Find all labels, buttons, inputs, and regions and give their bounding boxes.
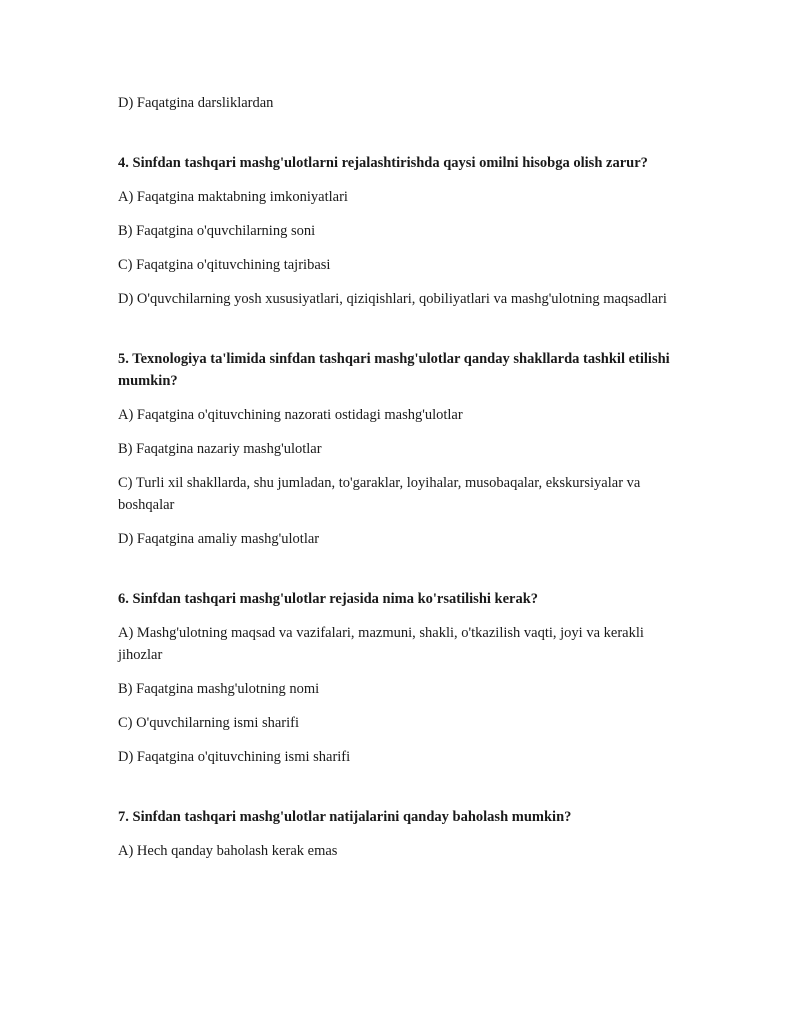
question-title: 4. Sinfdan tashqari mashg'ulotlarni rejalashtirishda qaysi omilni hisobga olish zarur?	[118, 155, 648, 171]
answer-option: C) Turli xil shakllarda, shu jumladan, to'garaklar, loyihalar, musobaqalar, ekskursiyalar va boshqalar	[118, 475, 641, 513]
answer-option: B) Faqatgina nazariy mashg'ulotlar	[118, 441, 322, 457]
answer-option: A) Faqatgina maktabning imkoniyatlari	[118, 189, 348, 205]
question-title: 7. Sinfdan tashqari mashg'ulotlar natijalarini qanday baholash mumkin?	[118, 809, 572, 825]
answer-option: B) Faqatgina o'quvchilarning soni	[118, 223, 316, 239]
question-block	[118, 152, 678, 310]
answer-option: D) Faqatgina amaliy mashg'ulotlar	[118, 531, 320, 547]
answer-option: B) Faqatgina mashg'ulotning nomi	[118, 681, 320, 697]
answer-option: A) Faqatgina o'qituvchining nazorati ostidagi mashg'ulotlar	[118, 407, 463, 423]
document-page	[118, 92, 678, 874]
question-title: 6. Sinfdan tashqari mashg'ulotlar rejasida nima ko'rsatilishi kerak?	[118, 591, 539, 607]
answer-option: D) O'quvchilarning yosh xususiyatlari, qiziqishlari, qobiliyatlari va mashg'ulotning maqsadlari	[118, 291, 667, 307]
question-block	[118, 806, 678, 862]
question-title: 5. Texnologiya ta'limida sinfdan tashqari mashg'ulotlar qanday shakllarda tashkil etilishi mumkin?	[118, 351, 670, 389]
answer-option: A) Hech qanday baholash kerak emas	[118, 843, 338, 859]
answer-option: A) Mashg'ulotning maqsad va vazifalari, mazmuni, shakli, o'tkazilish vaqti, joyi va kerakli jihozlar	[118, 625, 644, 663]
question-block	[118, 348, 678, 550]
question-block	[118, 588, 678, 768]
answer-option: D) Faqatgina o'qituvchining ismi sharifi	[118, 749, 351, 765]
answer-option: C) O'quvchilarning ismi sharifi	[118, 715, 300, 731]
answer-option: D) Faqatgina darsliklardan	[118, 95, 274, 111]
answer-option: C) Faqatgina o'qituvchining tajribasi	[118, 257, 331, 273]
